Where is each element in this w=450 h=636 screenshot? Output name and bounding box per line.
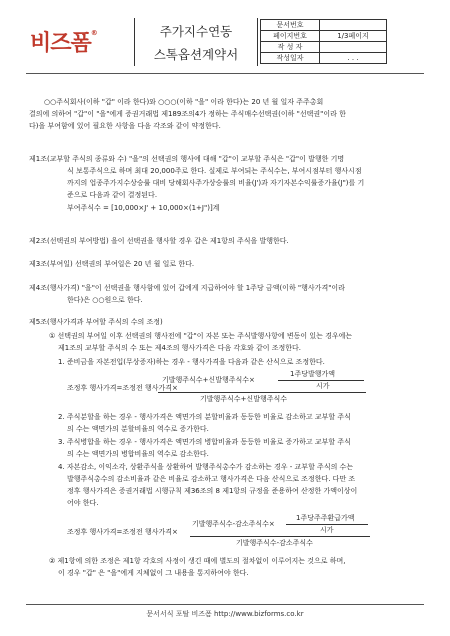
- formula-1-inner-fraction-bar: [278, 380, 364, 381]
- article-1-line: 식 보통주식으로 하며 최대 20,000주로 한다. 실제로 부여되는 주식수는, 부여시점부터 행사시점: [67, 167, 362, 175]
- item-3-line: 의 수는 액면가의 병합비율의 역수로 감소한다.: [67, 450, 209, 458]
- meta-label: 작 성 자: [261, 42, 320, 53]
- item-2-line: 2. 주식분할을 하는 경우 - 행사가격은 액면가의 분할비율과 동등한 비율로 감소하고 교부할 주식: [58, 413, 351, 421]
- article-1-line: 준으로 다음과 같이 결정된다.: [67, 191, 158, 199]
- article-3: 제3조(부여일) 선택권의 부여일은 20 년 월 일로 한다.: [29, 260, 195, 268]
- header-divider: [26, 73, 424, 74]
- formula-2-numerator-top: 1주당주주환급가액: [296, 514, 355, 522]
- article-5-paragraph-1: 제1조의 교부할 주식의 수 또는 제4조의 행사가격은 다음 각호와 같이 조정한다.: [58, 344, 302, 352]
- meta-value: [320, 20, 387, 31]
- item-3-line: 3. 주식병합을 하는 경우 - 행사가격은 액면가의 병합비율과 동등한 비율로 증가하고 교부할 주식: [58, 438, 351, 446]
- formula-1-numerator-bottom: 시가: [316, 382, 330, 390]
- article-1-line: 까지의 업종주가지수상승률 대비 당해회사주가상승률의 비율(J')과 자기자본수익률증가율(J")를 기: [67, 179, 365, 187]
- intro-line: ○○주식회사(이하 "갑" 이라 한다)와 ○○○(이하 "을" 이라 한다)는 20 년 월 일자 주주총회: [44, 98, 324, 106]
- meta-value: 1/3페이지: [320, 31, 387, 42]
- article-5-paragraph-1: ① 선택권의 부여일 이후 선택권의 행사전에 "갑"이 자본 또는 주식발행사항에 변동이 있는 경우에는: [49, 332, 353, 340]
- document-title: [134, 18, 258, 66]
- formula-1-lhs: 조정후 행사가격=조정전 행사가격×: [67, 384, 178, 392]
- formula-2-lhs: 조정후 행사가격=조정전 행사가격×: [67, 528, 178, 536]
- title-line-1: 주가지수연동: [159, 24, 233, 39]
- formula-2-main-fraction-bar: [190, 536, 370, 537]
- item-4-line: 어야 한다.: [67, 499, 99, 507]
- article-4-line: 제4조(행사가격) "을"이 선택권을 행사함에 있어 갑에게 지급하여야 할 1주당 금액(이하 "행사가격"이라: [29, 284, 345, 292]
- formula-1-main-fraction-bar: [158, 392, 366, 393]
- article-5-paragraph-2: ② 제1항에 의한 조정은 제1항 각호의 사정이 생긴 때에 별도의 절차없이 이루어지는 것으로 하며,: [49, 557, 346, 565]
- meta-label: 페이지번호: [261, 31, 320, 42]
- footer-text: 문서서식 포탈 비즈폼 http://www.bizforms.co.kr: [146, 610, 304, 618]
- meta-label: 작성일자: [261, 53, 320, 64]
- intro-line: 결의에 의하여 "갑"이 "을"에게 증권거래법 제189조의4가 정하는 주식매수선택권(이하 "선택권"이라 한: [29, 110, 346, 118]
- item-4-line: 정후 행사가격은 증권거래법 시행규칙 제36조의 8 제1항의 규정을 준용하여 산정한 가액이상이: [67, 487, 358, 495]
- formula-2-numerator-bottom: 시가: [320, 526, 334, 534]
- formula-1-denominator: 기발행주식수+신발행주식수: [200, 395, 288, 403]
- article-4-line: 한다)은 ○○원으로 한다.: [67, 296, 143, 304]
- article-1-line: 제1조(교부할 주식의 종류와 수) "을"의 선택권의 행사에 대해 "갑"이 교부할 주식은 "갑"이 발행한 기명: [29, 155, 345, 163]
- title-line-2: 스톡옵션계약서: [153, 47, 239, 62]
- article-5-title: 제5조(행사가격과 부여할 주식의 수의 조정): [29, 318, 163, 326]
- intro-line: 다)을 부여함에 있어 필요한 사항을 다음 각조와 같이 약정한다.: [29, 122, 221, 130]
- formula-2-inner-fraction-bar: [286, 524, 368, 525]
- item-1: 1. 준비금을 자본전입(무상증자)하는 경우 - 행사가격을 다음과 같은 산식으로 조정한다.: [58, 358, 325, 366]
- item-4-line: 발행주식총수의 감소비율과 같은 비율로 감소하고 행사가격은 다음 산식으로 조정한다. 다만 조: [67, 475, 356, 483]
- document-meta-table: [260, 19, 387, 64]
- footer-divider: [26, 604, 424, 605]
- bizforms-logo: 비즈폼®: [30, 29, 97, 56]
- meta-value: [320, 42, 387, 53]
- item-4-line: 4. 자본감소, 이익소각, 상환주식을 상환하여 발행주식총수가 감소하는 경우 - 교부할 주식의 수는: [58, 463, 354, 471]
- item-2-line: 의 수는 액면가의 분할비율의 역수로 증가한다.: [67, 425, 209, 433]
- meta-value: . . .: [320, 53, 387, 64]
- formula-2-denominator: 기발행주식수-감소주식수: [236, 539, 313, 547]
- formula-2-numerator-prefix: 기발행주식수-감소주식수×: [192, 520, 275, 528]
- formula-1-numerator-prefix: 기발행주식수+신발행주식수×: [162, 376, 255, 384]
- meta-label: 문서번호: [261, 20, 320, 31]
- article-5-paragraph-2: 이 경우 "갑" 은 "을"에게 지체없이 그 내용을 통지하여야 한다.: [58, 569, 249, 577]
- article-2: 제2조(선택권의 부여방법) 을이 선택권을 행사할 경우 갑은 제1항의 주식을 발행한다.: [29, 237, 289, 245]
- article-1-formula: 부여주식수 = [10,000×J' + 10,000×(1+J")]계: [67, 204, 220, 212]
- formula-1-numerator-top: 1주당발행가액: [290, 370, 336, 378]
